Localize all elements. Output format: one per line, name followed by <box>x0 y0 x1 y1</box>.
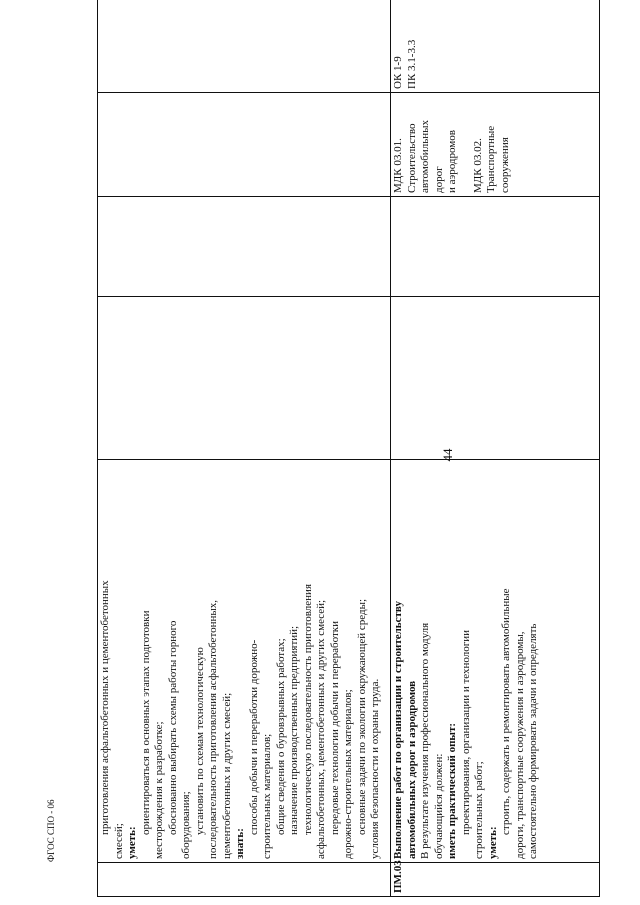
mdk-cell <box>98 93 391 197</box>
table-row <box>98 0 391 897</box>
content-line: строить, содержать и ремонтировать автомобильные <box>500 588 512 835</box>
competency-code: ПК 3.1-3.3 <box>405 39 418 89</box>
footer-code: ФГОС СПО - 06 <box>46 799 56 862</box>
mdk-line: сооружения <box>498 137 511 193</box>
mdk-line: автомобильных дорог <box>419 120 445 193</box>
mdk-line: МДК 03.01. <box>392 138 404 193</box>
content-cell <box>98 460 391 863</box>
mdk-line: Транспортные <box>485 125 497 193</box>
content-line: ориентироваться в основных этапах подготовки <box>139 610 152 835</box>
rotated-page <box>97 37 599 897</box>
content-line: цементобетонных и других смесей; <box>220 692 233 859</box>
content-line: автомобильных дорог и аэродромов <box>405 680 418 859</box>
content-line: установить по схемам технологическую <box>193 647 206 835</box>
content-line: последовательность приготовления асфальтобетонных, <box>207 599 219 859</box>
content-line: общие сведения о буровзрывных работах; <box>274 638 287 835</box>
content-line: В результате изучения профессионального модуля <box>419 622 431 859</box>
mdk-cell <box>391 93 600 197</box>
content-line: асфальтобетонных, цементобетонных и других смесей; <box>315 599 327 859</box>
content-line: приготовления асфальтобетонных и цементобетонных <box>99 580 111 835</box>
content-line: строительных материалов; <box>261 733 273 859</box>
content-line: строительных работ; <box>473 761 485 859</box>
module-code-cell <box>98 863 391 897</box>
empty-cell <box>391 297 600 460</box>
content-line: передовые технологии добычи и переработки <box>328 620 341 835</box>
content-line: дорожно-строительных материалов; <box>342 689 354 859</box>
content-line: Выполнение работ по организации и строительству <box>392 601 404 859</box>
content-line: назначение производственных предприятий; <box>288 625 300 835</box>
content-line: технологическую последовательность приготовления <box>301 583 314 835</box>
content-line: иметь практический опыт: <box>446 722 458 859</box>
page-number: 44 <box>440 448 455 462</box>
curriculum-table <box>97 0 600 897</box>
mdk-line: Строительство <box>405 123 418 193</box>
content-line: уметь: <box>486 826 499 859</box>
empty-cell <box>98 297 391 460</box>
empty-cell <box>98 197 391 297</box>
content-line: знать: <box>234 828 246 859</box>
mdk-line: и аэродромов <box>446 130 458 193</box>
content-line: уметь: <box>126 826 138 859</box>
content-line: способы добычи и переработки дорожно- <box>247 639 260 835</box>
empty-cell <box>391 197 600 297</box>
content-line: смесей; <box>112 823 125 859</box>
content-line: проектирования, организации и технологии <box>459 629 472 835</box>
content-line: месторождения к разработке; <box>153 721 165 859</box>
module-code-cell: ПМ.03 <box>391 863 600 897</box>
mdk-line: МДК 03.02. <box>471 138 484 193</box>
content-line: обоснованно выбирать схемы работы горного <box>166 620 179 835</box>
content-line: основные задачи по экологии окружающей среды; <box>355 598 368 835</box>
competency-code: ОК 1-9 <box>392 56 404 89</box>
content-cell <box>391 460 600 863</box>
content-line: обучающийся должен: <box>432 753 445 859</box>
content-line: самостоятельно формировать задачи и определять <box>527 623 539 859</box>
content-line: дороги, транспортные сооружения и аэродромы, <box>513 631 526 859</box>
content-line: условия безопасности и охраны труда. <box>369 678 381 859</box>
spacer <box>460 96 472 193</box>
content-line: оборудования; <box>180 791 192 859</box>
table-row <box>391 0 600 897</box>
competencies-cell <box>391 0 600 93</box>
competencies-cell <box>98 0 391 93</box>
